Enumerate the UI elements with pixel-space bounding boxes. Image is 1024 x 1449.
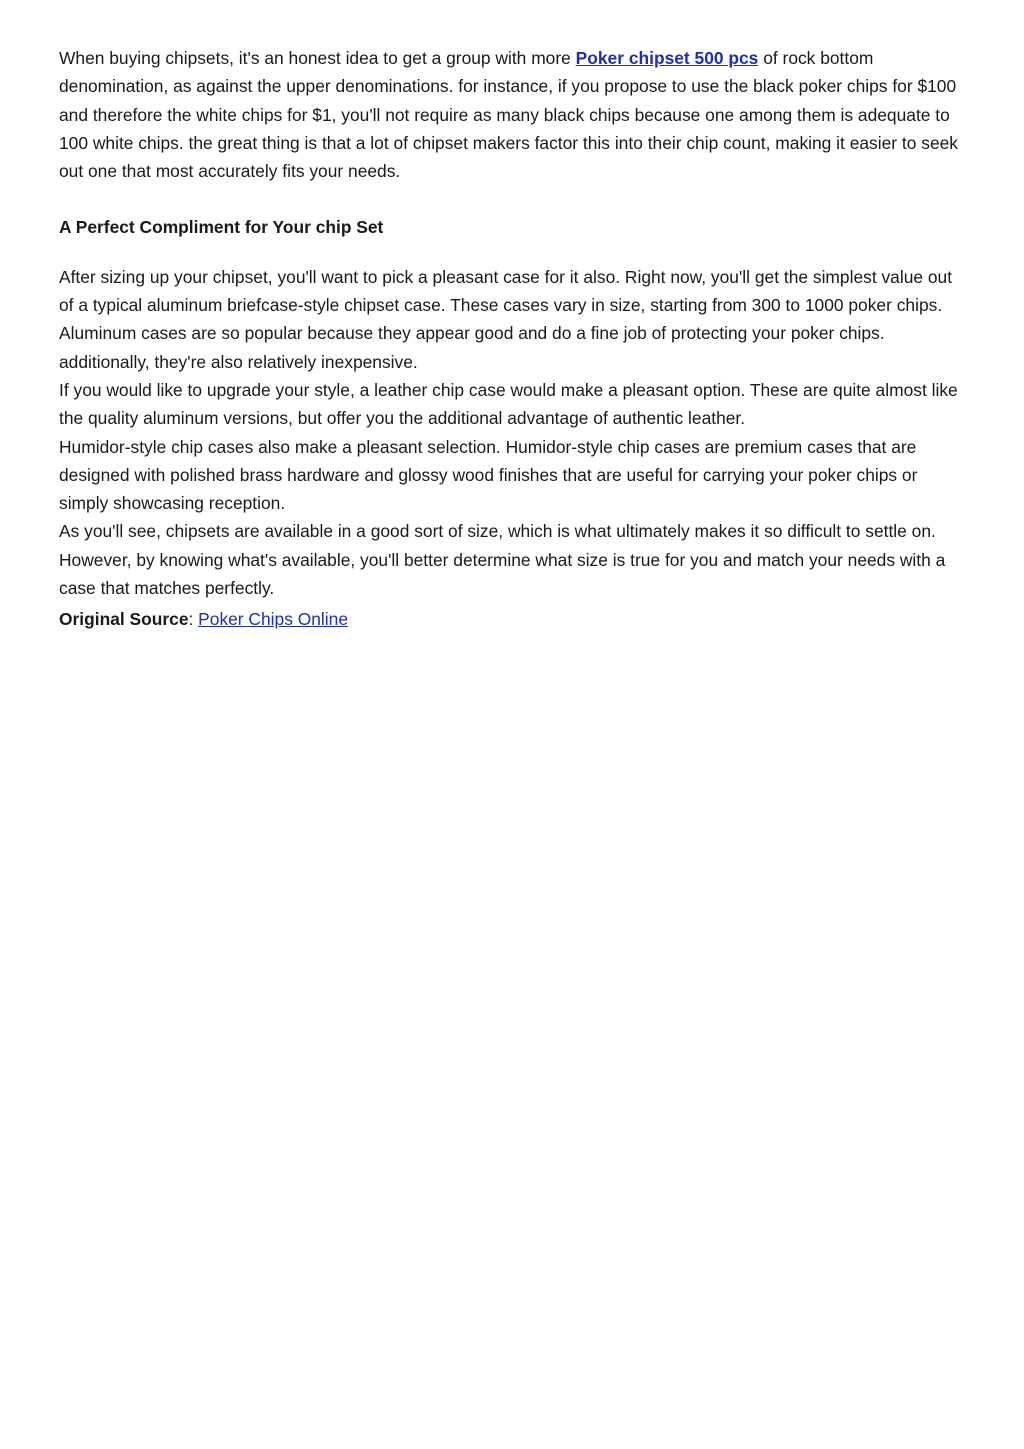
paragraph-humidor-case: Humidor-style chip cases also make a pleasant selection. Humidor-style chip cases are premium cases that are designed with polished brass hardware and glossy wood finishes that are useful for carrying your poker chips or simply showcasing reception. <box>59 436 918 514</box>
section-heading: A Perfect Compliment for Your chip Set <box>59 217 384 238</box>
paragraph-leather-case: If you would like to upgrade your style, a leather chip case would make a pleasant option. These are quite almost like the quality aluminum versions, but offer you the additional advantage of authentic leather. <box>59 379 958 429</box>
original-source-line <box>59 605 971 633</box>
poker-chipset-link[interactable]: Poker chipset 500 pcs <box>575 48 759 68</box>
source-label: Original Source <box>59 609 189 630</box>
document-page <box>59 44 971 634</box>
intro-text-after-link: of rock bottom denomination, as against the upper denominations. for instance, if you propose to use the black poker chips for $100 and therefore the white chips for $1, you'll not require as many black chips because one among them is adequate to 100 white chips. the great thing is that a lot of chipset makers factor this into their chip count, making it easier to seek out one that most accurately fits your needs. <box>59 48 958 182</box>
source-separator: : <box>188 609 199 630</box>
intro-paragraph <box>59 44 971 185</box>
paragraph-case-value: After sizing up your chipset, you'll want to pick a pleasant case for it also. Right now, you'll get the simplest value out of a typical aluminum briefcase-style chipset case. These cases vary in size, starting from 300 to 1000 poker chips. Aluminum cases are so popular because they appear good and do a fine job of protecting your poker chips. additionally, they're also relatively inexpensive. <box>59 266 953 372</box>
paragraph-conclusion: As you'll see, chipsets are available in a good sort of size, which is what ultimately makes it so difficult to settle on. However, by knowing what's available, you'll better determine what size is true for you and match your needs with a case that matches perfectly. <box>59 521 946 599</box>
intro-text-before-link: When buying chipsets, it's an honest idea to get a group with more <box>59 48 576 68</box>
source-link[interactable]: Poker Chips Online <box>198 609 348 630</box>
